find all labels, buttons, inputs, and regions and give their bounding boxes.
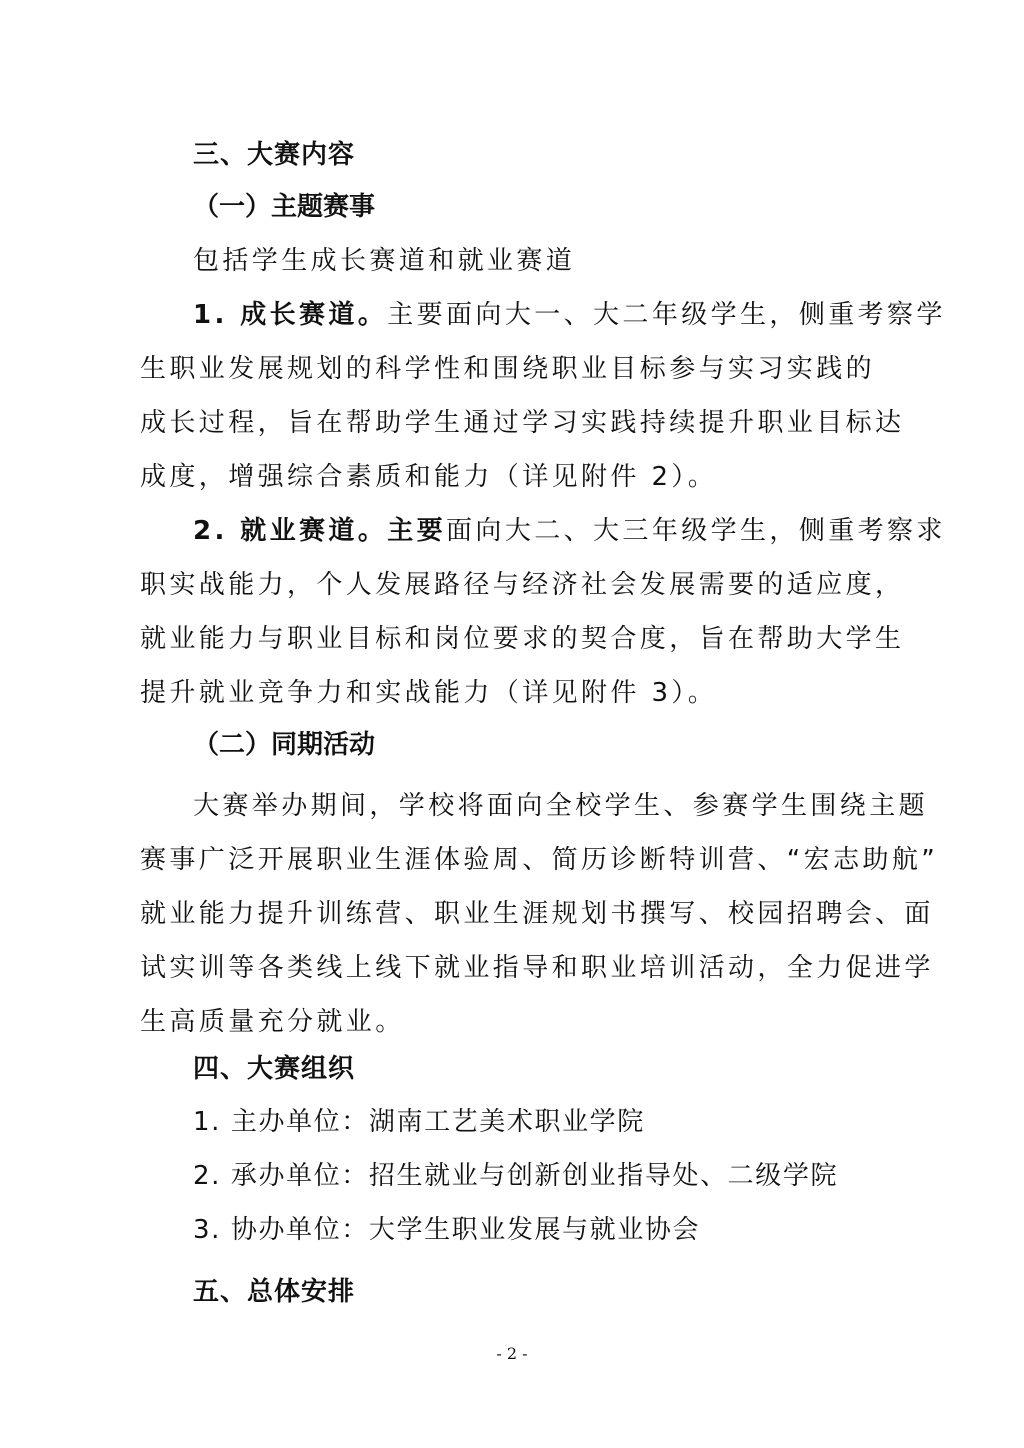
subsection-1-intro: 包括学生成长赛道和就业赛道 (193, 246, 576, 276)
growth-track-paragraph-line-4: 成度，增强综合素质和能力（详见附件 2）。 (140, 462, 718, 492)
activities-paragraph-line-4: 试实训等各类线上线下就业指导和职业培训活动，全力促进学 (140, 953, 934, 983)
growth-track-text: 主要面向大一、大二年级学生，侧重考察学 (387, 300, 946, 330)
employment-track-paragraph-line-1 (0, 505, 1024, 557)
subsection-2-heading: （二）同期活动 (193, 730, 376, 760)
organizer-item-co-organizer: 3. 协办单位：大学生职业发展与就业协会 (193, 1215, 701, 1245)
section-3-heading: 三、大赛内容 (193, 140, 356, 170)
growth-track-paragraph-line-1 (0, 289, 1024, 341)
organizer-item-host: 1. 主办单位：湖南工艺美术职业学院 (193, 1107, 645, 1137)
activities-paragraph-line-3: 就业能力提升训练营、职业生涯规划书撰写、校园招聘会、面 (140, 899, 934, 929)
activities-paragraph-line-5: 生高质量充分就业。 (140, 1007, 405, 1037)
growth-track-lead: 1. 成长赛道。 (193, 300, 388, 330)
employment-track-lead: 2. 就业赛道。主要 (193, 516, 447, 546)
growth-track-paragraph-line-3: 成长过程，旨在帮助学生通过学习实践持续提升职业目标达 (140, 408, 905, 438)
activities-paragraph-line-1: 大赛举办期间，学校将面向全校学生、参赛学生围绕主题 (193, 791, 929, 821)
section-5-heading: 五、总体安排 (193, 1277, 356, 1307)
section-4-heading: 四、大赛组织 (193, 1054, 356, 1084)
growth-track-paragraph-line-2: 生职业发展规划的科学性和围绕职业目标参与实习实践的 (140, 354, 876, 384)
subsection-1-heading: （一）主题赛事 (193, 192, 376, 222)
page-number: - 2 - (496, 1344, 528, 1363)
organizer-item-undertaker: 2. 承办单位：招生就业与创新创业指导处、二级学院 (193, 1161, 839, 1191)
employment-track-text: 面向大二、大三年级学生，侧重考察求 (446, 516, 946, 546)
employment-track-paragraph-line-4: 提升就业竞争力和实战能力（详见附件 3）。 (140, 678, 718, 708)
employment-track-paragraph-line-2: 职实战能力，个人发展路径与经济社会发展需要的适应度， (140, 570, 905, 600)
employment-track-paragraph-line-3: 就业能力与职业目标和岗位要求的契合度，旨在帮助大学生 (140, 624, 905, 654)
activities-paragraph-line-2: 赛事广泛开展职业生涯体验周、简历诊断特训营、“宏志助航” (140, 845, 939, 875)
